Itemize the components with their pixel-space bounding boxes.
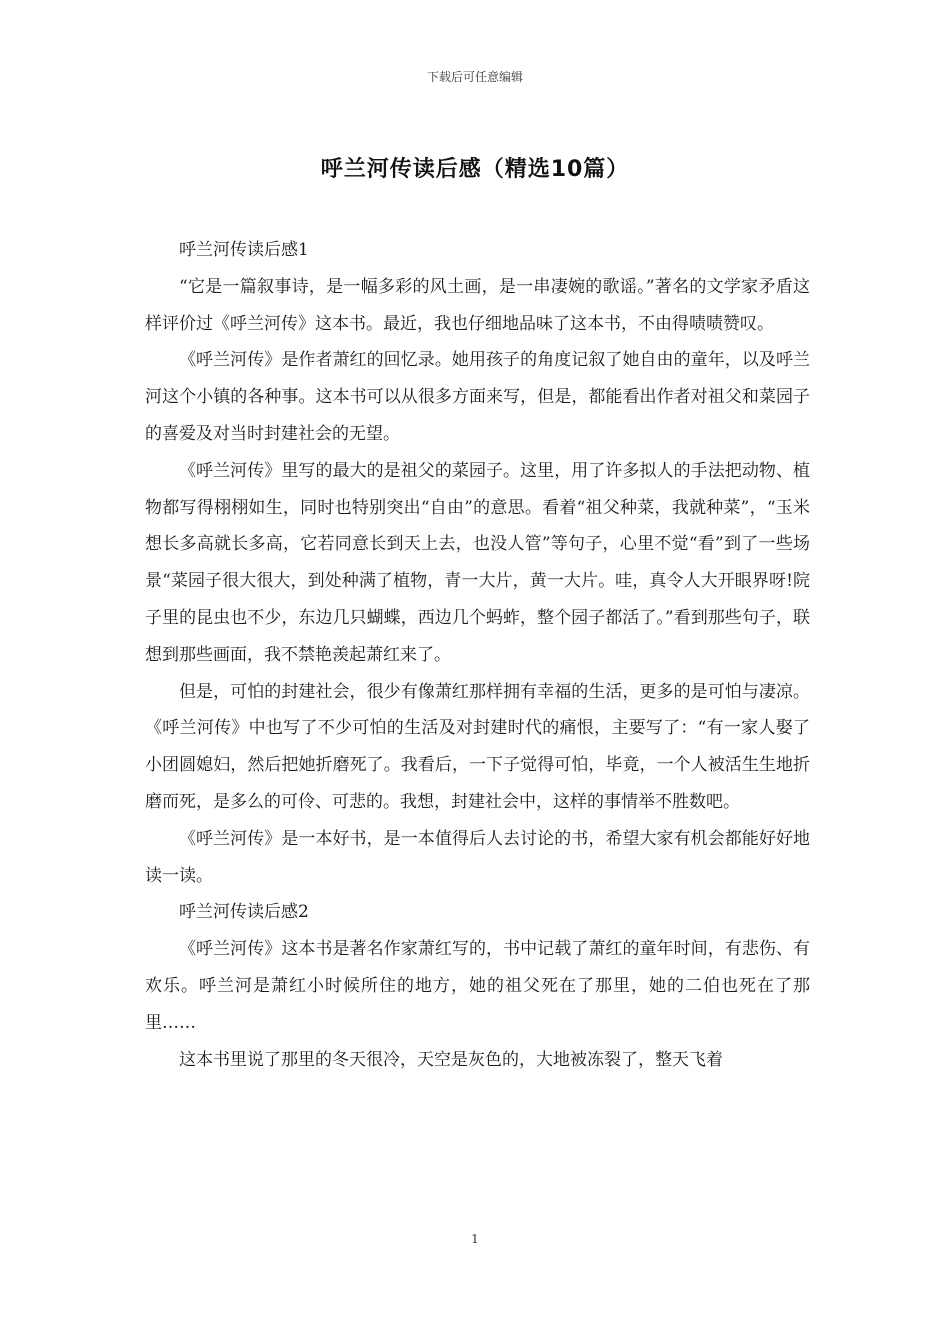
paragraph: 但是，可怕的封建社会，很少有像萧红那样拥有幸福的生活，更多的是可怕与凄凉。《呼兰河传》中也写了不少可怕的生活及对封建时代的痛恨，主要写了：“有一家人娶了小团圆媳妇，然后把她折磨死了。我看后，一下子觉得可怕，毕竟，一个人被活生生地折磨而死，是多么的可伶、可悲的。我想，封建社会中，这样的事情举不胜数吧。 xyxy=(145,681,810,812)
page-number: 1 xyxy=(471,1232,479,1246)
header-note: 下载后可任意编辑 xyxy=(426,70,523,84)
paragraph: 《呼兰河传》这本书是著名作家萧红写的，书中记载了萧红的童年时间，有悲伤、有欢乐。呼兰河是萧红小时候所住的地方，她的祖父死在了那里，她的二伯也死在了那里…… xyxy=(145,939,810,1033)
paragraph: 这本书里说了那里的冬天很冷，天空是灰色的，大地被冻裂了，整天飞着 xyxy=(179,1049,723,1070)
document-body xyxy=(145,232,810,1078)
paragraph: “它是一篇叙事诗，是一幅多彩的风土画，是一串凄婉的歌谣。”著名的文学家矛盾这样评价过《呼兰河传》这本书。最近，我也仔细地品味了这本书，不由得啧啧赞叹。 xyxy=(145,276,810,334)
section-heading: 呼兰河传读后感2 xyxy=(179,902,309,923)
section-heading: 呼兰河传读后感1 xyxy=(179,240,309,260)
paragraph: 《呼兰河传》是一本好书，是一本值得后人去讨论的书，希望大家有机会都能好好地读一读。 xyxy=(145,828,810,886)
document-title: 呼兰河传读后感（精选10篇） xyxy=(320,157,630,182)
paragraph: 《呼兰河传》里写的最大的是祖父的菜园子。这里，用了许多拟人的手法把动物、植物都写得栩栩如生，同时也特别突出“自由”的意思。看着“祖父种菜，我就种菜”，“玉米想长多高就长多高，它若同意长到天上去，也没人管”等句子，心里不觉“看”到了一些场景“菜园子很大很大，到处种满了植物，青一大片，黄一大片。哇，真令人大开眼界呀!院子里的昆虫也不少，东边几只蝴蝶，西边几个蚂蚱，整个园子都活了。”看到那些句子，联想到那些画面，我不禁艳羡起萧红来了。 xyxy=(145,460,810,665)
paragraph: 《呼兰河传》是作者萧红的回忆录。她用孩子的角度记叙了她自由的童年，以及呼兰河这个小镇的各种事。这本书可以从很多方面来写，但是，都能看出作者对祖父和菜园子的喜爱及对当时封建社会的无望。 xyxy=(145,350,810,444)
